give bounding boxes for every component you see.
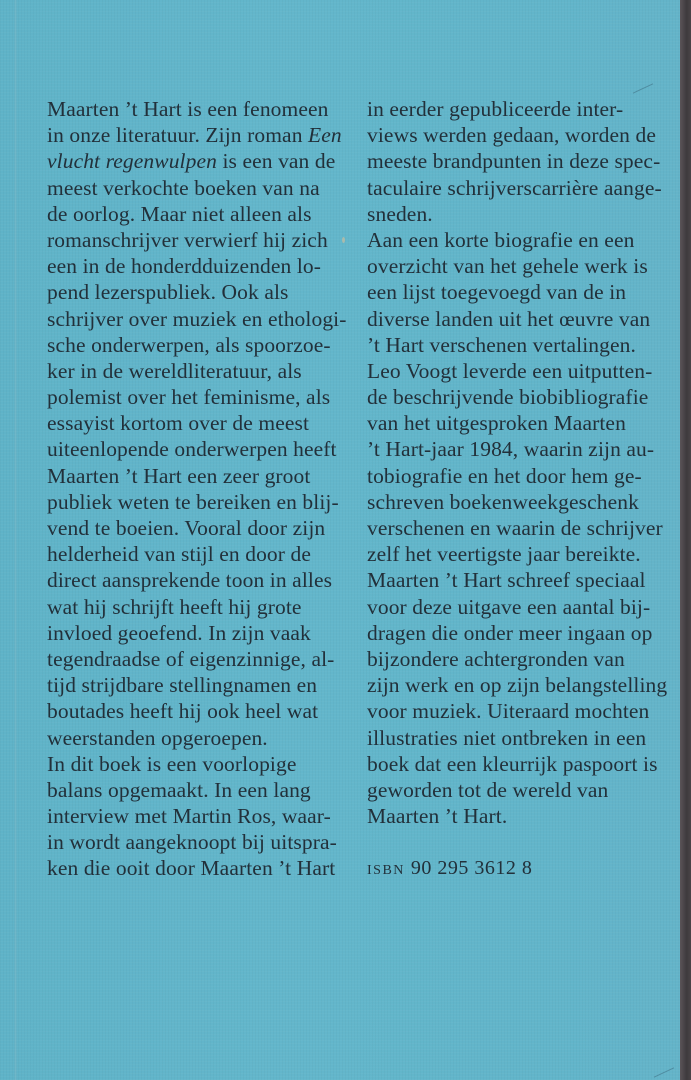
blurb-line: Maarten ’t Hart een zeer groot [47,463,311,488]
blurb-line: In dit boek is een voorlopige [47,751,297,776]
blurb-text: in onze literatuur. Zijn roman [47,123,309,148]
blurb-text: is een van de [216,149,336,174]
blurb-line: tobiografie en het door hem ge- [367,463,642,488]
blurb-line: Aan een korte biografie en een [367,227,635,252]
blurb-line: in wordt aangeknoopt bij uitspra- [47,830,337,855]
cover-scratch [654,1067,674,1077]
blurb-line: zelf het veertigste jaar bereikte. [367,542,641,567]
blurb-line: in eerder gepubliceerde inter- [367,97,624,121]
blurb-line: verschenen en waarin de schrijver [367,516,663,540]
blurb-line: sneden. [367,201,433,226]
blurb-line: taculaire schrijverscarrière aange- [367,175,662,200]
blurb-line: diverse landen uit het œuvre van [367,306,651,331]
blurb-line: geworden tot de wereld van [367,777,609,802]
blurb-line: interview met Martin Ros, waar- [47,804,331,829]
blurb-line: Leo Voogt leverde een uitputten- [367,358,653,383]
blurb-line: romanschrijver verwierf hij zich [47,227,328,252]
blurb-line: meest verkochte boeken van na [47,175,320,200]
blurb-line: schrijver over muziek en ethologi- [47,306,347,331]
blurb-line: ken die ooit door Maarten ’t Hart [47,856,336,881]
blurb-line: polemist over het feminisme, als [47,385,331,410]
blurb-line: meeste brandpunten in deze spec- [367,149,661,174]
blurb-line: ’t Hart-jaar 1984, waarin zijn au- [367,437,655,462]
blurb-line [47,122,347,148]
right-edge-shadow [680,0,691,1080]
cover-scratch [633,83,653,93]
blurb-line [47,148,347,174]
blurb-line: publiek weten te bereiken en blij- [47,489,339,514]
blurb-line: tegendraadse of eigenzinnige, al- [47,646,335,671]
blurb-line: helderheid van stijl en door de [47,542,312,567]
blurb-line: weerstanden opgeroepen. [47,725,268,750]
blurb-line: Maarten ’t Hart is een fenomeen [47,97,329,121]
blurb-line: vend te boeien. Vooral door zijn [47,516,326,540]
blurb-line: bijzondere achtergronden van [367,646,625,671]
blurb-line: wat hij schrijft heeft hij grote [47,594,302,619]
blurb-line: voor deze uitgave een aantal bij- [367,594,651,619]
blurb-line: essayist kortom over de meest [47,411,310,436]
blurb-line: van het uitgesproken Maarten [367,411,626,436]
blurb-line: tijd strijdbare stellingnamen en [47,673,318,698]
book-title-italic: vlucht regenwulpen [47,149,217,174]
blurb-line: sche onderwerpen, als spoorzoe- [47,332,331,357]
isbn [367,855,667,884]
blurb-line: Maarten ’t Hart. [367,804,508,829]
blurb-line: zijn werk en op zijn belangstelling [367,673,668,698]
isbn-label: ISBN [367,863,405,879]
cover-hinge [14,0,17,1080]
blurb-line: ’t Hart verschenen vertalingen. [367,332,636,357]
blurb-right-column [367,96,667,884]
blurb-line: voor muziek. Uiteraard mochten [367,699,650,724]
isbn-number: 90 295 3612 8 [410,857,533,880]
blurb-line: invloed geoefend. In zijn vaak [47,620,311,645]
blurb-line: views werden gedaan, worden de [367,123,656,148]
blurb-line: de oorlog. Maar niet alleen als [47,201,312,226]
blurb-line: pend lezerspubliek. Ook als [47,280,289,305]
blurb-line: een lijst toegevoegd van de in [367,280,627,305]
blurb-line: overzicht van het gehele werk is [367,254,648,279]
blurb-left-column [47,96,347,882]
blurb-line: balans opgemaakt. In een lang [47,777,311,802]
blurb-line: direct aansprekende toon in alles [47,568,333,593]
blurb-line: schreven boekenweekgeschenk [367,489,639,514]
blurb-line: uiteenlopende onderwerpen heeft [47,437,337,462]
blurb-line: illustraties niet ontbreken in een [367,725,647,750]
blurb-line: de beschrijvende biobibliografie [367,385,649,410]
blurb-line: een in de honderdduizenden lo- [47,254,322,279]
book-title-italic: Een [308,123,342,148]
blurb-line: boek dat een kleurrijk paspoort is [367,751,658,776]
blurb-line: boutades heeft hij ook heel wat [47,699,319,724]
blurb-line: ker in de wereldliteratuur, als [47,358,302,383]
blurb-line: dragen die onder meer ingaan op [367,620,653,645]
blurb-line: Maarten ’t Hart schreef speciaal [367,568,646,593]
